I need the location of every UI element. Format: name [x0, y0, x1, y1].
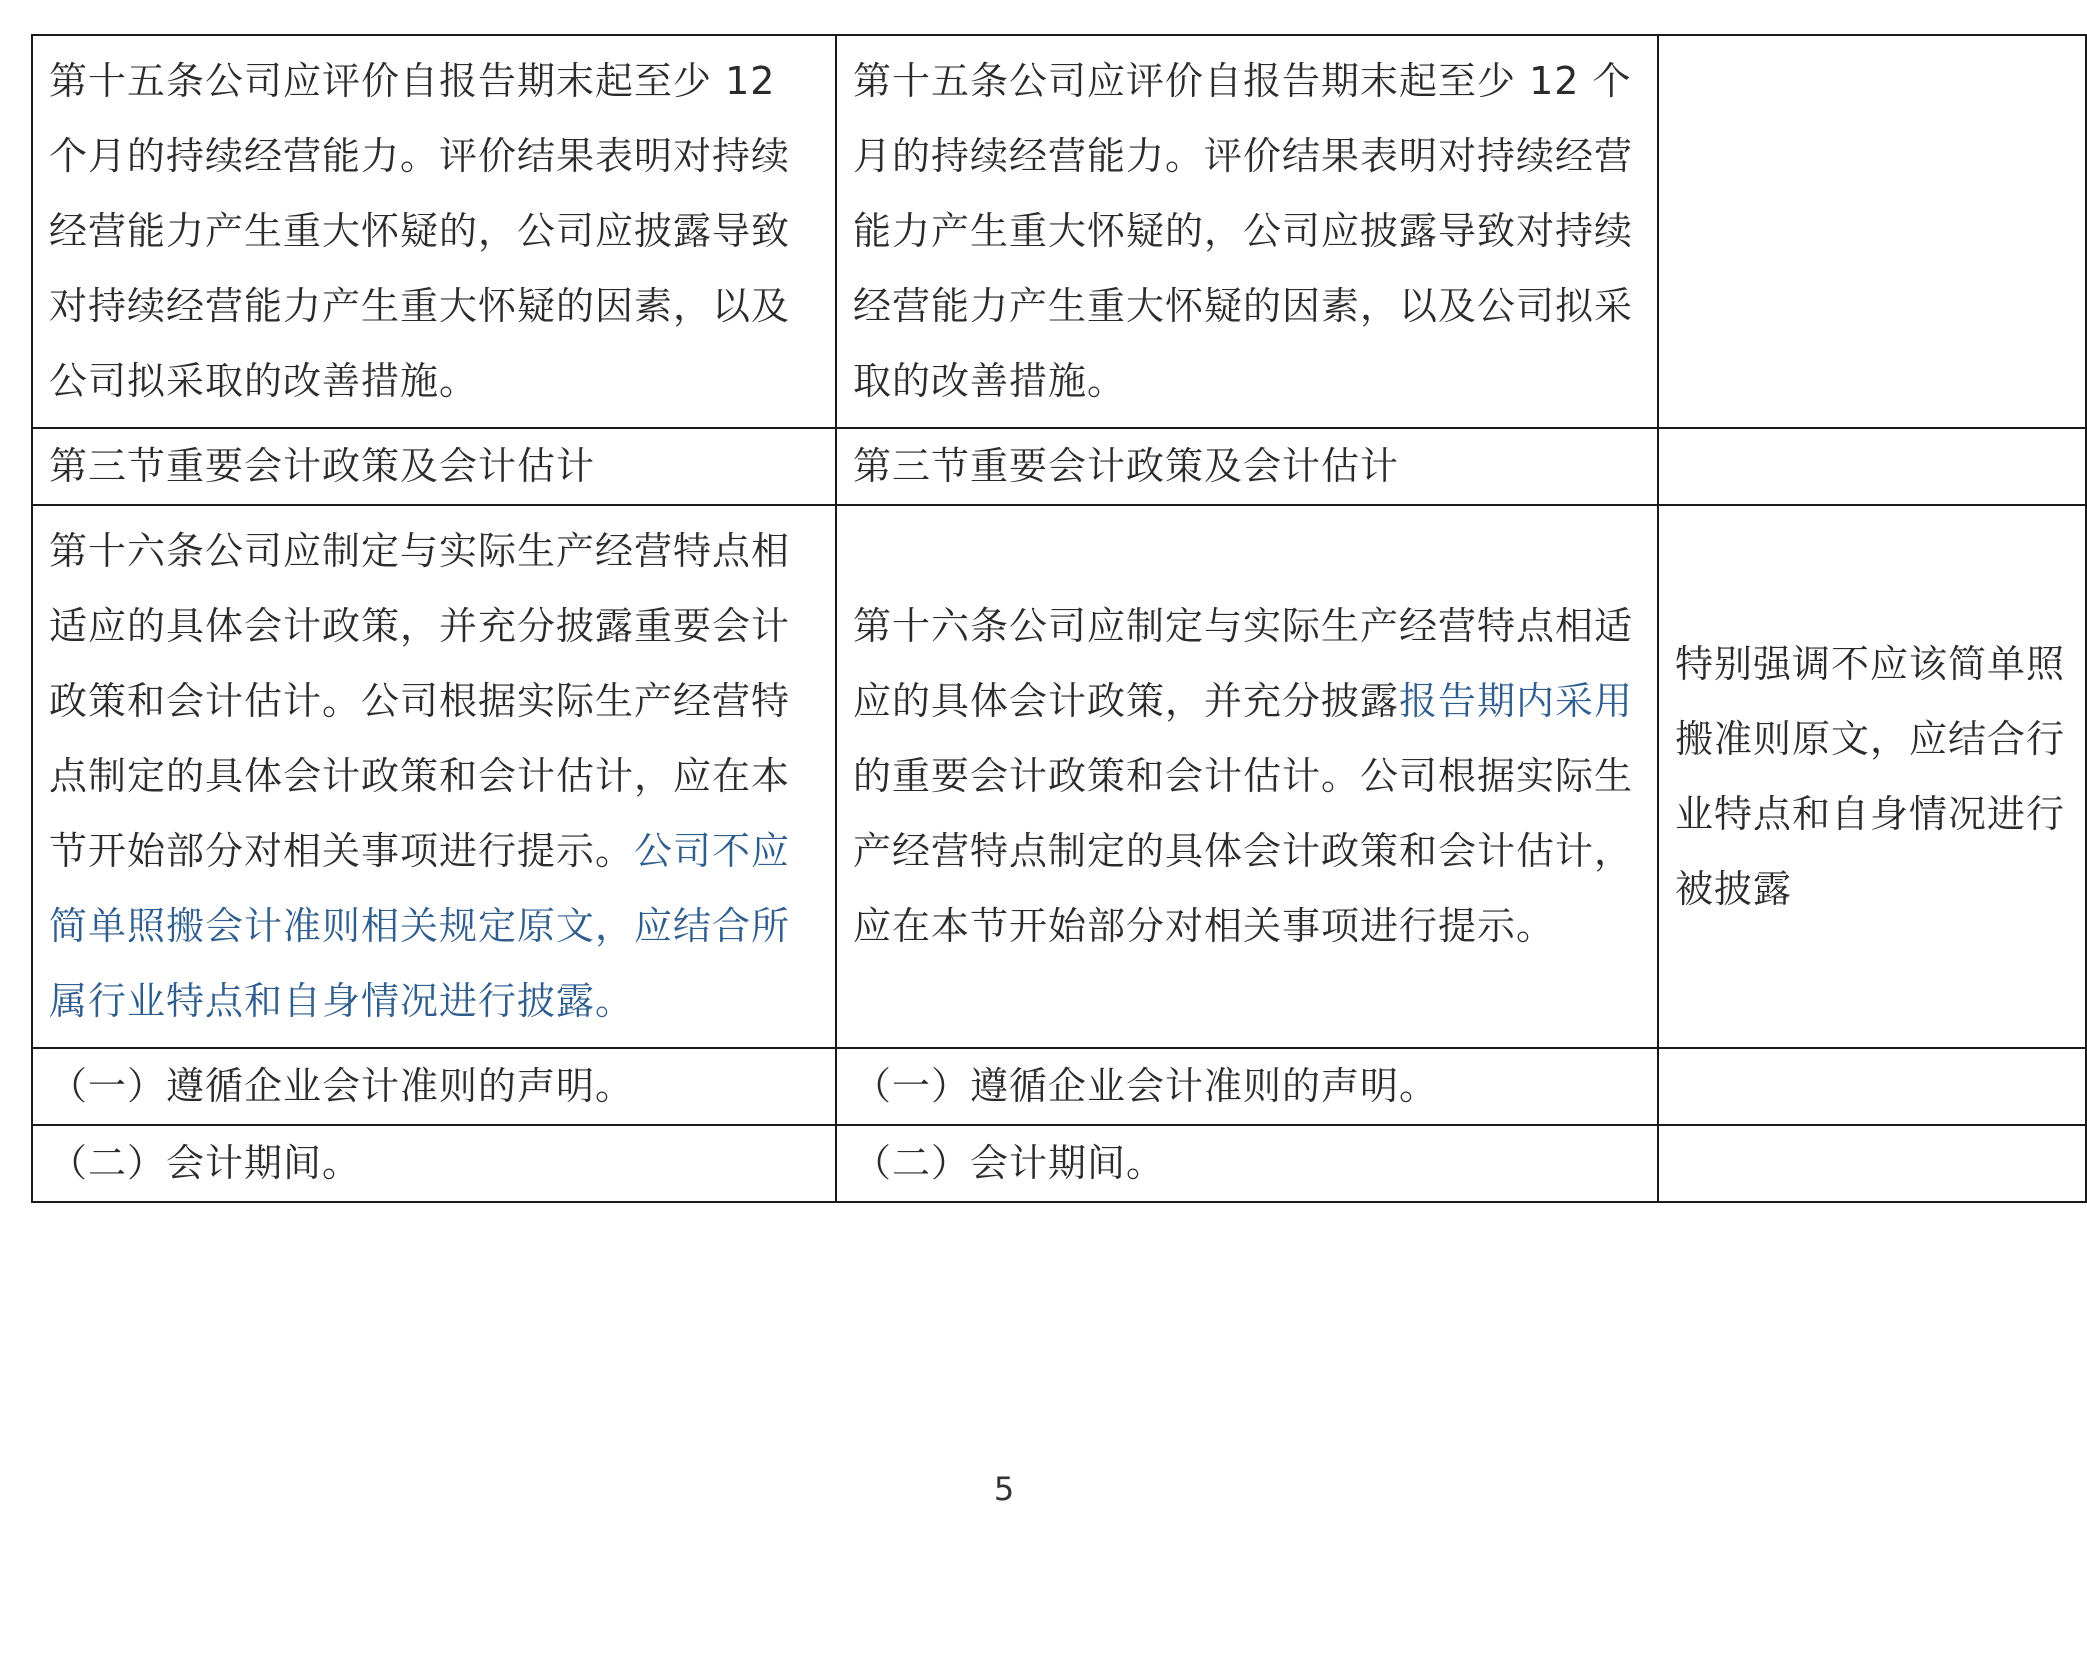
note-text: 特别强调不应该简单照搬准则原文，应结合行业特点和自身情况进行被披露 — [1675, 641, 2066, 911]
new-rule-text: 第十五条公司应评价自报告期末起至少 12 个月的持续经营能力。评价结果表明对持续经营能力产生重大怀疑的，公司应披露导致对持续经营能力产生重大怀疑的因素，以及公司拟采取的改善措施。 — [853, 59, 1634, 403]
old-rule-cell — [32, 1125, 836, 1202]
new-rule-cell — [836, 35, 1658, 428]
note-cell — [1658, 1125, 2086, 1202]
new-rule-text: 第十六条公司应制定与实际生产经营特点相适应的具体会计政策，并充分披露 — [853, 604, 1634, 723]
table-row — [32, 1048, 2086, 1125]
new-rule-text: （一）遵循企业会计准则的声明。 — [853, 1064, 1439, 1108]
note-cell — [1658, 505, 2086, 1048]
page-number: 5 — [993, 1470, 1015, 1508]
new-rule-cell — [836, 428, 1658, 505]
old-rule-highlight: 公司不应简单照搬会计准则相关规定原文，应结合所属行业特点和自身情况进行披露。 — [49, 829, 791, 1023]
old-rule-text: 第十五条公司应评价自报告期末起至少 12 个月的持续经营能力。评价结果表明对持续经营能力产生重大怀疑的，公司应披露导致对持续经营能力产生重大怀疑的因素，以及公司拟采取的改善措施。 — [49, 59, 791, 403]
section-heading: 第三节重要会计政策及会计估计 — [49, 444, 596, 488]
new-rule-cell — [836, 1125, 1658, 1202]
old-rule-cell — [32, 505, 836, 1048]
section-heading: 第三节重要会计政策及会计估计 — [853, 444, 1400, 488]
new-rule-highlight: 报告期内采用 — [1399, 679, 1634, 723]
note-cell — [1658, 1048, 2086, 1125]
old-rule-cell — [32, 35, 836, 428]
old-rule-text: 第十六条公司应制定与实际生产经营特点相适应的具体会计政策，并充分披露重要会计政策和会计估计。公司根据实际生产经营特点制定的具体会计政策和会计估计，应在本节开始部分对相关事项进行提示。 — [49, 529, 791, 873]
old-rule-cell — [32, 1048, 836, 1125]
note-cell — [1658, 35, 2086, 428]
new-rule-text: （二）会计期间。 — [853, 1141, 1166, 1185]
comparison-table — [31, 34, 2087, 1203]
new-rule-cell — [836, 505, 1658, 1048]
old-rule-text: （一）遵循企业会计准则的声明。 — [49, 1064, 635, 1108]
new-rule-tail: 的重要会计政策和会计估计。公司根据实际生产经营特点制定的具体会计政策和会计估计，应在本节开始部分对相关事项进行提示。 — [853, 754, 1634, 948]
table-row — [32, 428, 2086, 505]
old-rule-cell — [32, 428, 836, 505]
new-rule-cell — [836, 1048, 1658, 1125]
old-rule-text: （二）会计期间。 — [49, 1141, 362, 1185]
table-row — [32, 505, 2086, 1048]
note-cell — [1658, 428, 2086, 505]
table-row — [32, 35, 2086, 428]
table-row — [32, 1125, 2086, 1202]
